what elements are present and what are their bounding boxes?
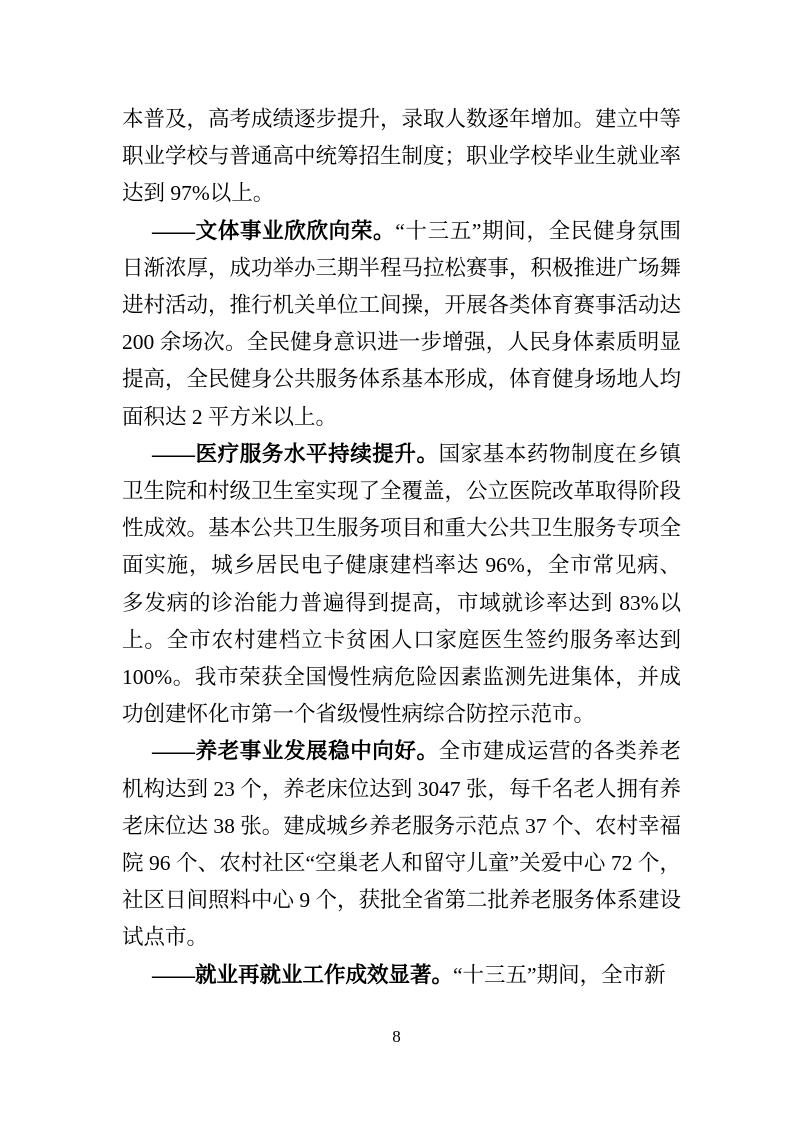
paragraph-heading: ——医疗服务水平持续提升。	[152, 441, 439, 466]
paragraph-elderly-care	[122, 733, 681, 956]
paragraph-culture-sports	[122, 213, 681, 436]
paragraph-continuation	[122, 101, 681, 213]
paragraph-heading: ——文体事业欣欣向荣。	[152, 218, 396, 243]
document-body	[122, 101, 681, 994]
paragraph-text: 国家基本药物制度在乡镇卫生院和村级卫生室实现了全覆盖，公立医院改革取得阶段性成效。基本公共卫生服务项目和重大公共卫生服务专项全面实施，城乡居民电子健康建档率达 96%，全市常见病、多发病的诊治能力普遍得到提高，市域就诊率达到 83%以上。全市农村建档立卡贫困人口家庭医生签约服务率达到 100%。我市荣获全国慢性病危险因素监测先进集体，并成功创建怀化市第一个省级慢性病综合防控示范市。	[122, 441, 682, 727]
paragraph-medical-services	[122, 436, 681, 734]
paragraph-heading: ——就业再就业工作成效显著。	[152, 962, 454, 987]
paragraph-text: “十三五”期间，全市新	[453, 962, 666, 987]
paragraph-text: “十三五”期间，全民健身氛围日渐浓厚，成功举办三期半程马拉松赛事，积极推进广场舞进村活动，推行机关单位工间操，开展各类体育赛事活动达 200 余场次。全民健身意识进一步增强，人民身体素质明显提高，全民健身公共服务体系基本形成，体育健身场地人均面积达 2 平方米以上。	[122, 218, 682, 429]
page-number: 8	[392, 1027, 401, 1046]
paragraph-heading: ——养老事业发展稳中向好。	[152, 739, 439, 764]
paragraph-employment	[122, 957, 681, 994]
paragraph-text: 本普及，高考成绩逐步提升，录取人数逐年增加。建立中等职业学校与普通高中统筹招生制度；职业学校毕业生就业率达到 97%以上。	[122, 107, 682, 206]
paragraph-text: 全市建成运营的各类养老机构达到 23 个，养老床位达到 3047 张，每千名老人拥有养老床位达 38 张。建成城乡养老服务示范点 37 个、农村幸福院 96 个、农村社区“空巢老人和留守儿童”关爱中心 72 个，社区日间照料中心 9 个，获批全省第二批养老服务体系建设试点市。	[122, 739, 682, 950]
